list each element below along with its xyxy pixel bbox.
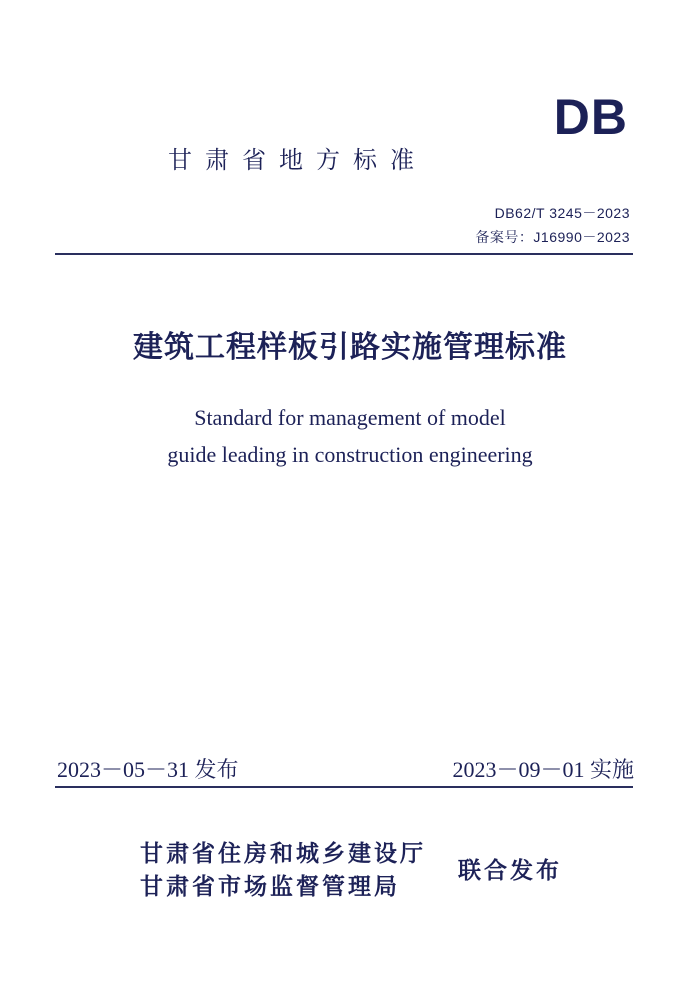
implementation-date: 2023－09－01 实施 [452, 757, 634, 782]
title-chinese: 建筑工程样板引路实施管理标准 [133, 330, 567, 365]
publisher-market-regulation: 甘肃省市场监督管理局 [140, 874, 400, 900]
bottom-divider [55, 786, 633, 788]
publisher-housing-department: 甘肃省住房和城乡建设厅 [140, 841, 426, 867]
filing-number: 备案号：J16990－2023 [475, 229, 630, 245]
publication-date: 2023－05－31 发布 [57, 757, 239, 782]
joint-publication-label: 联合发布 [458, 858, 562, 884]
title-english-line2: guide leading in construction engineering [167, 442, 533, 467]
issuing-authority: 甘肃省地方标准 [168, 146, 427, 174]
top-divider [55, 253, 633, 255]
title-english-line1: Standard for management of model [194, 405, 506, 430]
standard-number: DB62/T 3245－2023 [494, 205, 630, 221]
db-logo: DB [553, 89, 628, 145]
